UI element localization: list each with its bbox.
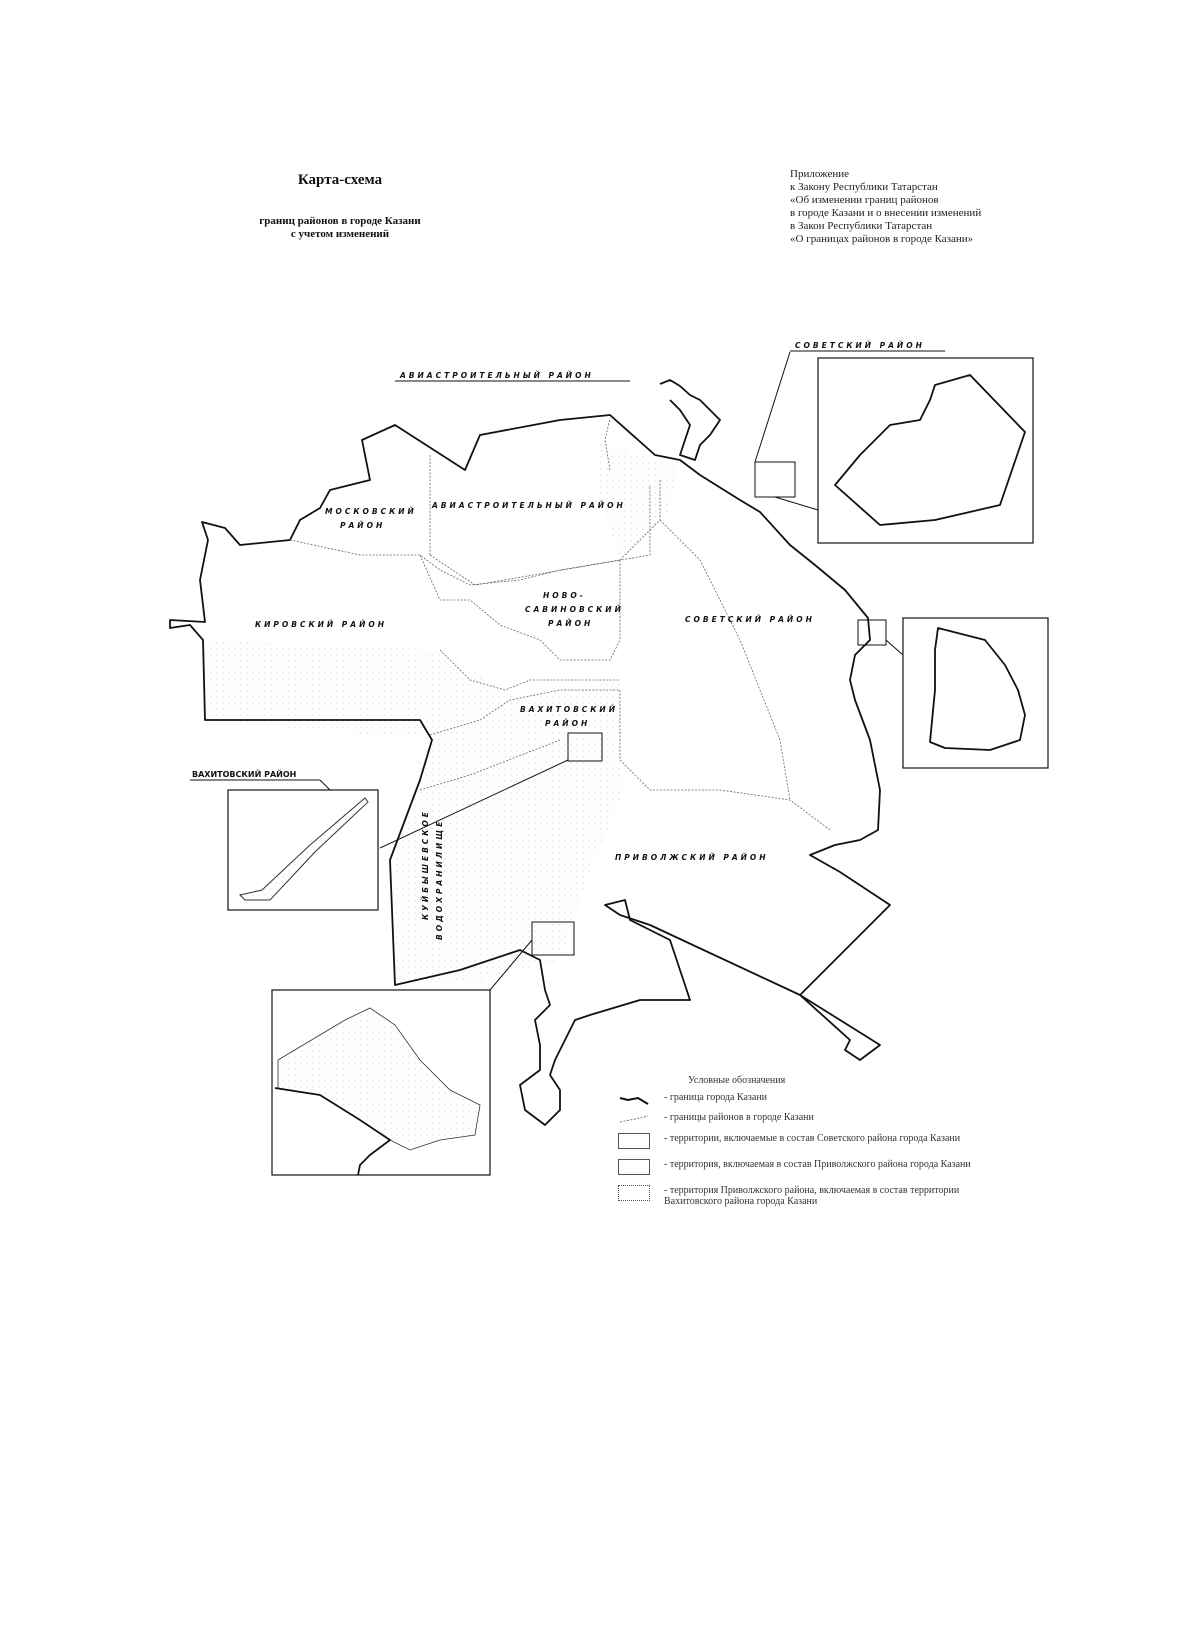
label-aviastroitelny: АВИАСТРОИТЕЛЬНЫЙ РАЙОН	[432, 501, 626, 510]
legend-item	[618, 1159, 998, 1183]
legend-item	[618, 1185, 998, 1209]
label-reservoir-2: ВОДОХРАНИЛИЩЕ	[435, 818, 444, 940]
plain-box-icon	[618, 1133, 652, 1149]
label-novo: НОВО-	[543, 591, 586, 600]
legend-text: - территория, включаемая в состав Приволжского района города Казани	[664, 1159, 971, 1170]
label-moskovsky: МОСКОВСКИЙ	[325, 507, 417, 516]
leader-line	[755, 352, 790, 462]
map-subtitle-line1: границ районов в городе Казани	[259, 215, 421, 227]
map-title: Карта-схема	[297, 172, 383, 188]
leader-line	[775, 497, 818, 510]
city-boundary-spur	[800, 995, 880, 1060]
appendix-line: в Закон Республики Татарстан	[790, 220, 933, 232]
leader-line	[320, 780, 330, 790]
district-boundary-icon	[618, 1112, 652, 1128]
appendix-line: Приложение	[790, 168, 850, 180]
inset-sovetsky-east	[903, 618, 1048, 768]
label-vakhitovsky: ВАХИТОВСКИЙ	[520, 705, 618, 714]
inset-marker	[858, 620, 886, 645]
label-novo-3: РАЙОН	[548, 619, 594, 628]
label-aviastroitelny-top: АВИАСТРОИТЕЛЬНЫЙ РАЙОН	[400, 371, 594, 380]
legend-text: - граница города Казани	[664, 1092, 768, 1103]
label-moskovsky-2: РАЙОН	[340, 521, 386, 530]
legend-text: - границы районов в городе Казани	[664, 1112, 814, 1123]
appendix-line: к Закону Республики Татарстан	[790, 181, 938, 193]
dotted-box-icon	[618, 1185, 652, 1201]
appendix-line: «О границах районов в городе Казани»	[790, 233, 974, 245]
city-boundary-river	[660, 380, 720, 460]
inset-marker	[755, 462, 795, 497]
legend-text: - территории, включаемые в состав Советского района города Казани	[664, 1133, 961, 1144]
label-sovetsky: СОВЕТСКИЙ РАЙОН	[685, 615, 815, 624]
label-reservoir: КУЙБЫШЕВСКОЕ	[421, 809, 430, 920]
legend-item	[618, 1133, 998, 1157]
label-vakhitovsky-inset: ВАХИТОВСКИЙ РАЙОН	[192, 770, 297, 779]
label-kirovsky: КИРОВСКИЙ РАЙОН	[255, 620, 388, 629]
legend-title: Условные обозначения	[688, 1075, 786, 1086]
label-novo-2: САВИНОВСКИЙ	[525, 605, 624, 614]
city-boundary-icon	[618, 1092, 652, 1108]
legend-text: - территория Приволжского района, включаемая в состав территории Вахитовского района города Казани	[664, 1185, 960, 1207]
appendix-line: «Об изменении границ районов	[790, 194, 939, 206]
plain-box-icon	[618, 1159, 652, 1175]
inset-sovetsky	[818, 358, 1033, 543]
leader-line	[886, 640, 903, 655]
label-privolzhsky: ПРИВОЛЖСКИЙ РАЙОН	[615, 853, 769, 862]
map-subtitle-line2: с учетом изменений	[290, 228, 390, 240]
label-sovetsky-top: СОВЕТСКИЙ РАЙОН	[795, 341, 925, 350]
label-vakhitovsky-2: РАЙОН	[545, 719, 591, 728]
appendix-line: в городе Казани и о внесении изменений	[790, 207, 982, 219]
